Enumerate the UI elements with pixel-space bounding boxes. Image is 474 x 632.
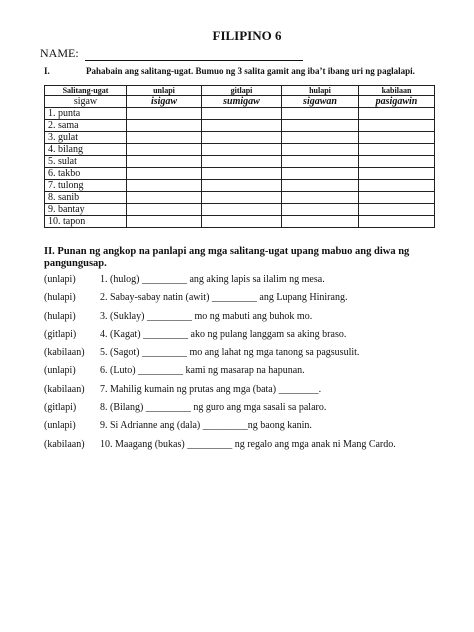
answer-cell-kabilaan[interactable] bbox=[359, 180, 435, 192]
list-item bbox=[44, 289, 464, 307]
name-label: NAME: bbox=[40, 46, 79, 60]
list-item bbox=[44, 362, 464, 380]
affix-type-label: (kabilaan) bbox=[44, 383, 85, 395]
answer-cell-hulapi[interactable] bbox=[282, 180, 359, 192]
answer-cell-hulapi[interactable] bbox=[282, 168, 359, 180]
affix-type-label: (unlapi) bbox=[44, 420, 76, 432]
example-hulapi: sigawan bbox=[282, 96, 359, 108]
answer-cell-gitlapi[interactable] bbox=[202, 120, 282, 132]
table-row bbox=[45, 180, 435, 192]
sentence-text[interactable]: 3. (Suklay) _________ mo ng mabuti ang buhok mo. bbox=[100, 310, 313, 322]
sentence-text[interactable]: 8. (Bilang) _________ ng guro ang mga sasali sa palaro. bbox=[100, 402, 327, 414]
table-row bbox=[45, 168, 435, 180]
list-item bbox=[44, 436, 464, 454]
answer-cell-unlapi[interactable] bbox=[127, 144, 202, 156]
list-item bbox=[44, 308, 464, 326]
sentence-text[interactable]: 5. (Sagot) _________ mo ang lahat ng mga tanong sa pagsusulit. bbox=[100, 347, 360, 359]
list-item bbox=[44, 326, 464, 344]
affix-type-label: (kabilaan) bbox=[44, 347, 85, 359]
header-gitlapi: gitlapi bbox=[202, 86, 282, 96]
part1-instruction-text: Pahabain ang salitang-ugat. Bumuo ng 3 salita gamit ang iba’t ibang uri ng paglalapi. bbox=[86, 66, 415, 76]
list-item bbox=[44, 381, 464, 399]
name-row bbox=[40, 46, 303, 61]
answer-cell-gitlapi[interactable] bbox=[202, 192, 282, 204]
example-gitlapi: sumigaw bbox=[202, 96, 282, 108]
answer-cell-kabilaan[interactable] bbox=[359, 156, 435, 168]
answer-cell-gitlapi[interactable] bbox=[202, 204, 282, 216]
part1-number: I. bbox=[44, 66, 50, 76]
root-word-cell: 7. tulong bbox=[45, 180, 127, 192]
answer-cell-hulapi[interactable] bbox=[282, 144, 359, 156]
answer-cell-hulapi[interactable] bbox=[282, 120, 359, 132]
answer-cell-unlapi[interactable] bbox=[127, 120, 202, 132]
answer-cell-kabilaan[interactable] bbox=[359, 168, 435, 180]
affix-type-label: (hulapi) bbox=[44, 310, 76, 322]
answer-cell-hulapi[interactable] bbox=[282, 216, 359, 228]
sentence-text[interactable]: 9. Si Adrianne ang (dala) _________ng baong kanin. bbox=[100, 420, 312, 432]
root-word-cell: 6. takbo bbox=[45, 168, 127, 180]
name-blank-line[interactable] bbox=[85, 48, 303, 61]
answer-cell-gitlapi[interactable] bbox=[202, 168, 282, 180]
list-item bbox=[44, 271, 464, 289]
list-item bbox=[44, 399, 464, 417]
answer-cell-hulapi[interactable] bbox=[282, 132, 359, 144]
affix-type-label: (kabilaan) bbox=[44, 438, 85, 450]
answer-cell-unlapi[interactable] bbox=[127, 216, 202, 228]
root-word-cell: 8. sanib bbox=[45, 192, 127, 204]
list-item bbox=[44, 417, 464, 435]
table-row bbox=[45, 120, 435, 132]
answer-cell-unlapi[interactable] bbox=[127, 156, 202, 168]
answer-cell-hulapi[interactable] bbox=[282, 204, 359, 216]
affix-type-label: (gitlapi) bbox=[44, 328, 77, 340]
answer-cell-unlapi[interactable] bbox=[127, 180, 202, 192]
answer-cell-gitlapi[interactable] bbox=[202, 216, 282, 228]
answer-cell-gitlapi[interactable] bbox=[202, 156, 282, 168]
root-word-cell: 5. sulat bbox=[45, 156, 127, 168]
sentence-text[interactable]: 4. (Kagat) _________ ako ng pulang langgam sa aking braso. bbox=[100, 328, 347, 340]
list-item bbox=[44, 344, 464, 362]
part1-instruction bbox=[44, 66, 415, 76]
header-kabilaan: kabilaan bbox=[359, 86, 435, 96]
example-root: sigaw bbox=[45, 96, 127, 108]
root-word-cell: 3. gulat bbox=[45, 132, 127, 144]
answer-cell-hulapi[interactable] bbox=[282, 192, 359, 204]
answer-cell-gitlapi[interactable] bbox=[202, 132, 282, 144]
root-word-cell: 10. tapon bbox=[45, 216, 127, 228]
example-kabilaan: pasigawin bbox=[359, 96, 435, 108]
answer-cell-unlapi[interactable] bbox=[127, 132, 202, 144]
answer-cell-kabilaan[interactable] bbox=[359, 132, 435, 144]
answer-cell-kabilaan[interactable] bbox=[359, 204, 435, 216]
table-row bbox=[45, 192, 435, 204]
header-hulapi: hulapi bbox=[282, 86, 359, 96]
answer-cell-hulapi[interactable] bbox=[282, 108, 359, 120]
answer-cell-kabilaan[interactable] bbox=[359, 108, 435, 120]
table-row bbox=[45, 156, 435, 168]
answer-cell-hulapi[interactable] bbox=[282, 156, 359, 168]
sentence-text[interactable]: 1. (hulog) _________ ang aking lapis sa ilalim ng mesa. bbox=[100, 274, 325, 285]
page-title: FILIPINO 6 bbox=[212, 28, 282, 43]
part2-instruction: II. Punan ng angkop na panlapi ang mga salitang-ugat upang mabuo ang diwa ng pangungusap. bbox=[44, 246, 410, 269]
sentence-text[interactable]: 6. (Luto) _________ kami ng masarap na hapunan. bbox=[100, 365, 305, 377]
root-word-cell: 4. bilang bbox=[45, 144, 127, 156]
answer-cell-unlapi[interactable] bbox=[127, 168, 202, 180]
table-row bbox=[45, 108, 435, 120]
answer-cell-kabilaan[interactable] bbox=[359, 120, 435, 132]
answer-cell-kabilaan[interactable] bbox=[359, 192, 435, 204]
sentence-text[interactable]: 10. Maagang (bukas) _________ ng regalo ang mga anak ni Mang Cardo. bbox=[100, 438, 396, 450]
affix-type-label: (gitlapi) bbox=[44, 402, 77, 414]
table-row bbox=[45, 132, 435, 144]
answer-cell-gitlapi[interactable] bbox=[202, 180, 282, 192]
affix-type-label: (hulapi) bbox=[44, 292, 76, 304]
affix-type-label: (unlapi) bbox=[44, 274, 76, 285]
affix-table bbox=[44, 85, 435, 228]
answer-cell-kabilaan[interactable] bbox=[359, 144, 435, 156]
root-word-cell: 9. bantay bbox=[45, 204, 127, 216]
header-unlapi: unlapi bbox=[127, 86, 202, 96]
table-row bbox=[45, 144, 435, 156]
table-header-row bbox=[45, 86, 435, 96]
answer-cell-gitlapi[interactable] bbox=[202, 144, 282, 156]
root-word-cell: 1. punta bbox=[45, 108, 127, 120]
affix-type-label: (unlapi) bbox=[44, 365, 76, 377]
table-row bbox=[45, 216, 435, 228]
example-unlapi: isigaw bbox=[127, 96, 202, 108]
root-word-cell: 2. sama bbox=[45, 120, 127, 132]
answer-cell-kabilaan[interactable] bbox=[359, 216, 435, 228]
part2-items bbox=[44, 271, 464, 454]
sentence-text[interactable]: 2. Sabay-sabay natin (awit) _________ ang Lupang Hinirang. bbox=[100, 292, 348, 304]
answer-cell-unlapi[interactable] bbox=[127, 204, 202, 216]
example-row bbox=[45, 96, 435, 108]
sentence-text[interactable]: 7. Mahilig kumain ng prutas ang mga (bata) ________. bbox=[100, 383, 322, 395]
table-row bbox=[45, 204, 435, 216]
answer-cell-unlapi[interactable] bbox=[127, 108, 202, 120]
header-salitang-ugat: Salitang-ugat bbox=[45, 86, 127, 96]
answer-cell-unlapi[interactable] bbox=[127, 192, 202, 204]
answer-cell-gitlapi[interactable] bbox=[202, 108, 282, 120]
